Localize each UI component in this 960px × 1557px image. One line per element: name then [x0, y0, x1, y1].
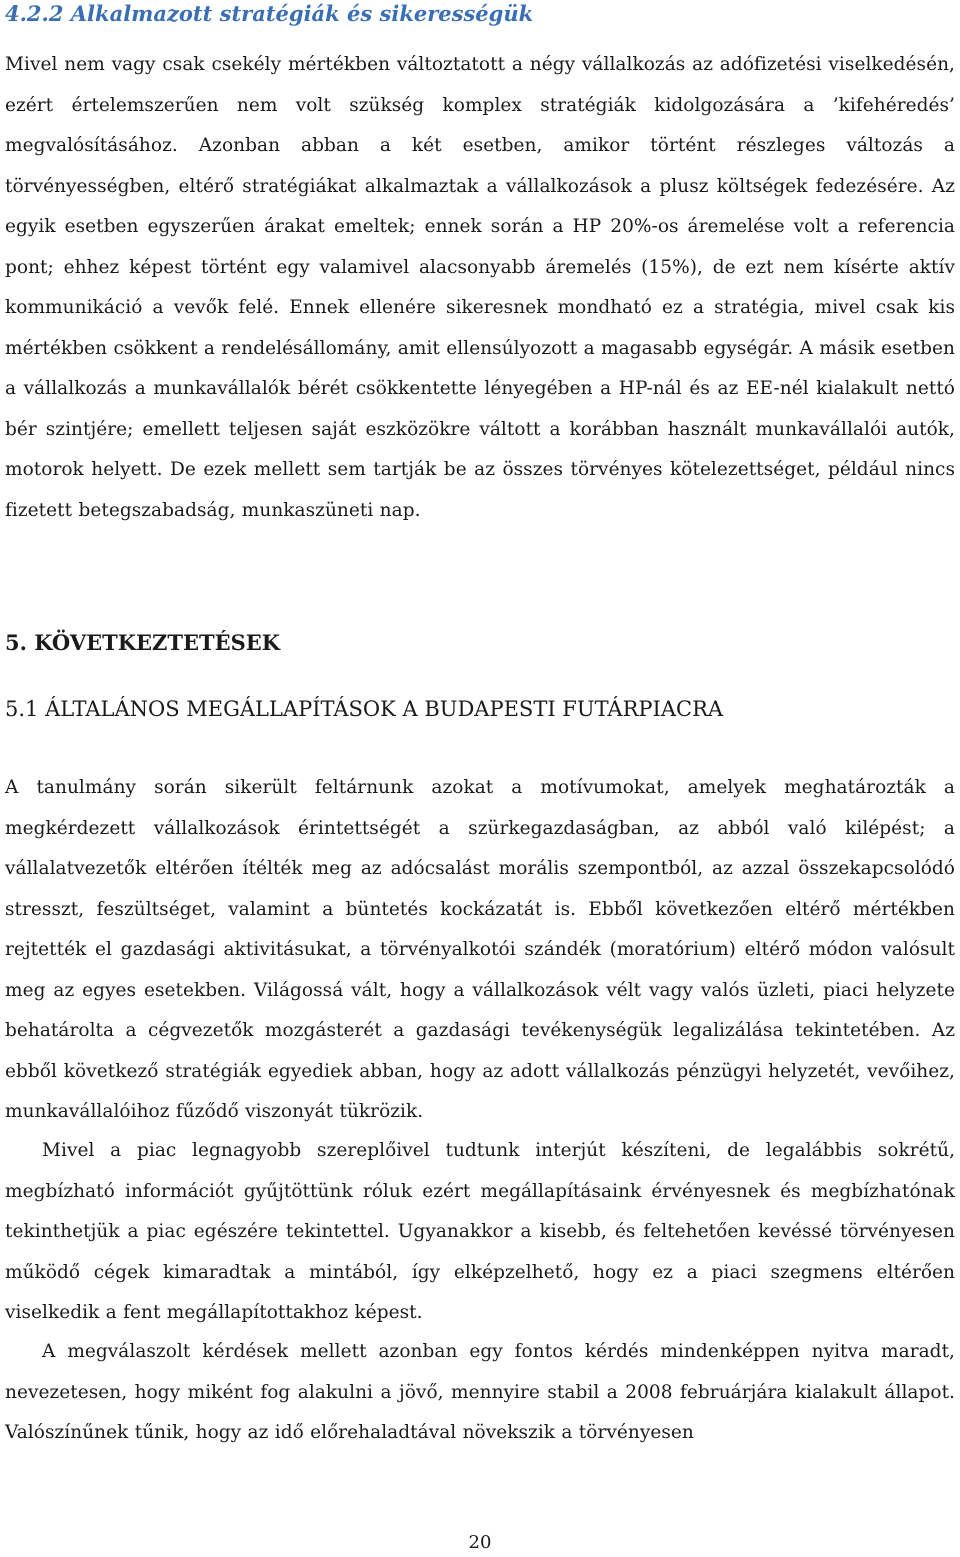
- paragraph-strategies: Mivel nem vagy csak csekély mértékben változtatott a négy vállalkozás az adófizetési viselkedésén, ezért értelemszerűen nem volt szükség komplex stratégiák kidolgozására a ’kifehéredés’ megvalósításához. Azonban abban a két esetben, amikor történt részleges változás a törvényességben, eltérő stratégiákat alkalmaztak a vállalkozások a plusz költségek fedezésére. Az egyik esetben egyszerűen árakat emeltek; ennek során a HP 20%-os áremelése volt a referencia pont; ehhez képest történt egy valamivel alacsonyabb áremelés (15%), de ezt nem kísérte aktív kommunikáció a vevők felé. Ennek ellenére sikeresnek mondható ez a stratégia, mivel csak kis mértékben csökkent a rendelésállomány, amit ellensúlyozott a magasabb egységár. A másik esetben a vállalkozás a munkavállalók bérét csökkentette lényegében a HP-nál és az EE-nél kialakult nettó bér szintjére; emellett teljesen saját eszközökre váltott a korábban használt munkavállalói autók, motorok helyett. De ezek mellett sem tartják be az összes törvényes kötelezettséget, például nincs fizetett betegszabadság, munkaszüneti nap.: [5, 54, 955, 521]
- paragraph-market-participants: Mivel a piac legnagyobb szereplőivel tudtunk interjút készíteni, de legalábbis sokrétű, megbízható információt gyűjtöttünk róluk ezért megállapításaink érvényesnek és megbízhatónak tekinthetjük a piac egészére tekintettel. Ugyanakkor a kisebb, és feltehetően kevéssé törvényesen működő cégek kimaradtak a mintából, így elképzelhető, hogy ez a piaci szegmens eltérően viselkedik a fent megállapítottakhoz képest.: [5, 1140, 955, 1323]
- section-heading: 5.1 ÁLTALÁNOS MEGÁLLAPÍTÁSOK A BUDAPESTI FUTÁRPIACRA: [5, 697, 724, 721]
- subsection-heading: 4.2.2 Alkalmazott stratégiák és sikerességük: [5, 1, 534, 26]
- chapter-heading: 5. KÖVETKEZTETÉSEK: [5, 630, 281, 655]
- paragraph-open-question: A megválaszolt kérdések mellett azonban egy fontos kérdés mindenképpen nyitva maradt, nevezetesen, hogy miként fog alakulni a jövő, mennyire stabil a 2008 februárjára kialakult állapot. Valószínűnek tűnik, hogy az idő előrehaladtával növekszik a törvényesen: [5, 1341, 955, 1443]
- paragraph-findings: A tanulmány során sikerült feltárnunk azokat a motívumokat, amelyek meghatározták a megkérdezett vállalkozások érintettségét a szürkegazdaságban, az abból való kilépést; a vállalatvezetők eltérően ítélték meg az adócsalást morális szempontból, az azzal összekapcsolódó stresszt, feszültséget, valamint a büntetés kockázatát is. Ebből következően eltérő mértékben rejtették el gazdasági aktivitásukat, a törvényalkotói szándék (moratórium) eltérő módon valósult meg az egyes esetekben. Világossá vált, hogy a vállalkozások vélt vagy valós üzleti, piaci helyzete behatárolta a cégvezetők mozgásterét a gazdasági tevékenységük legalizálása tekintetében. Az ebből következő stratégiák egyediek abban, hogy az adott vállalkozás pénzügyi helyzetét, vevőihez, munkavállalóihoz fűződő viszonyát tükrözik.: [5, 777, 955, 1122]
- page-number: 20: [468, 1532, 492, 1553]
